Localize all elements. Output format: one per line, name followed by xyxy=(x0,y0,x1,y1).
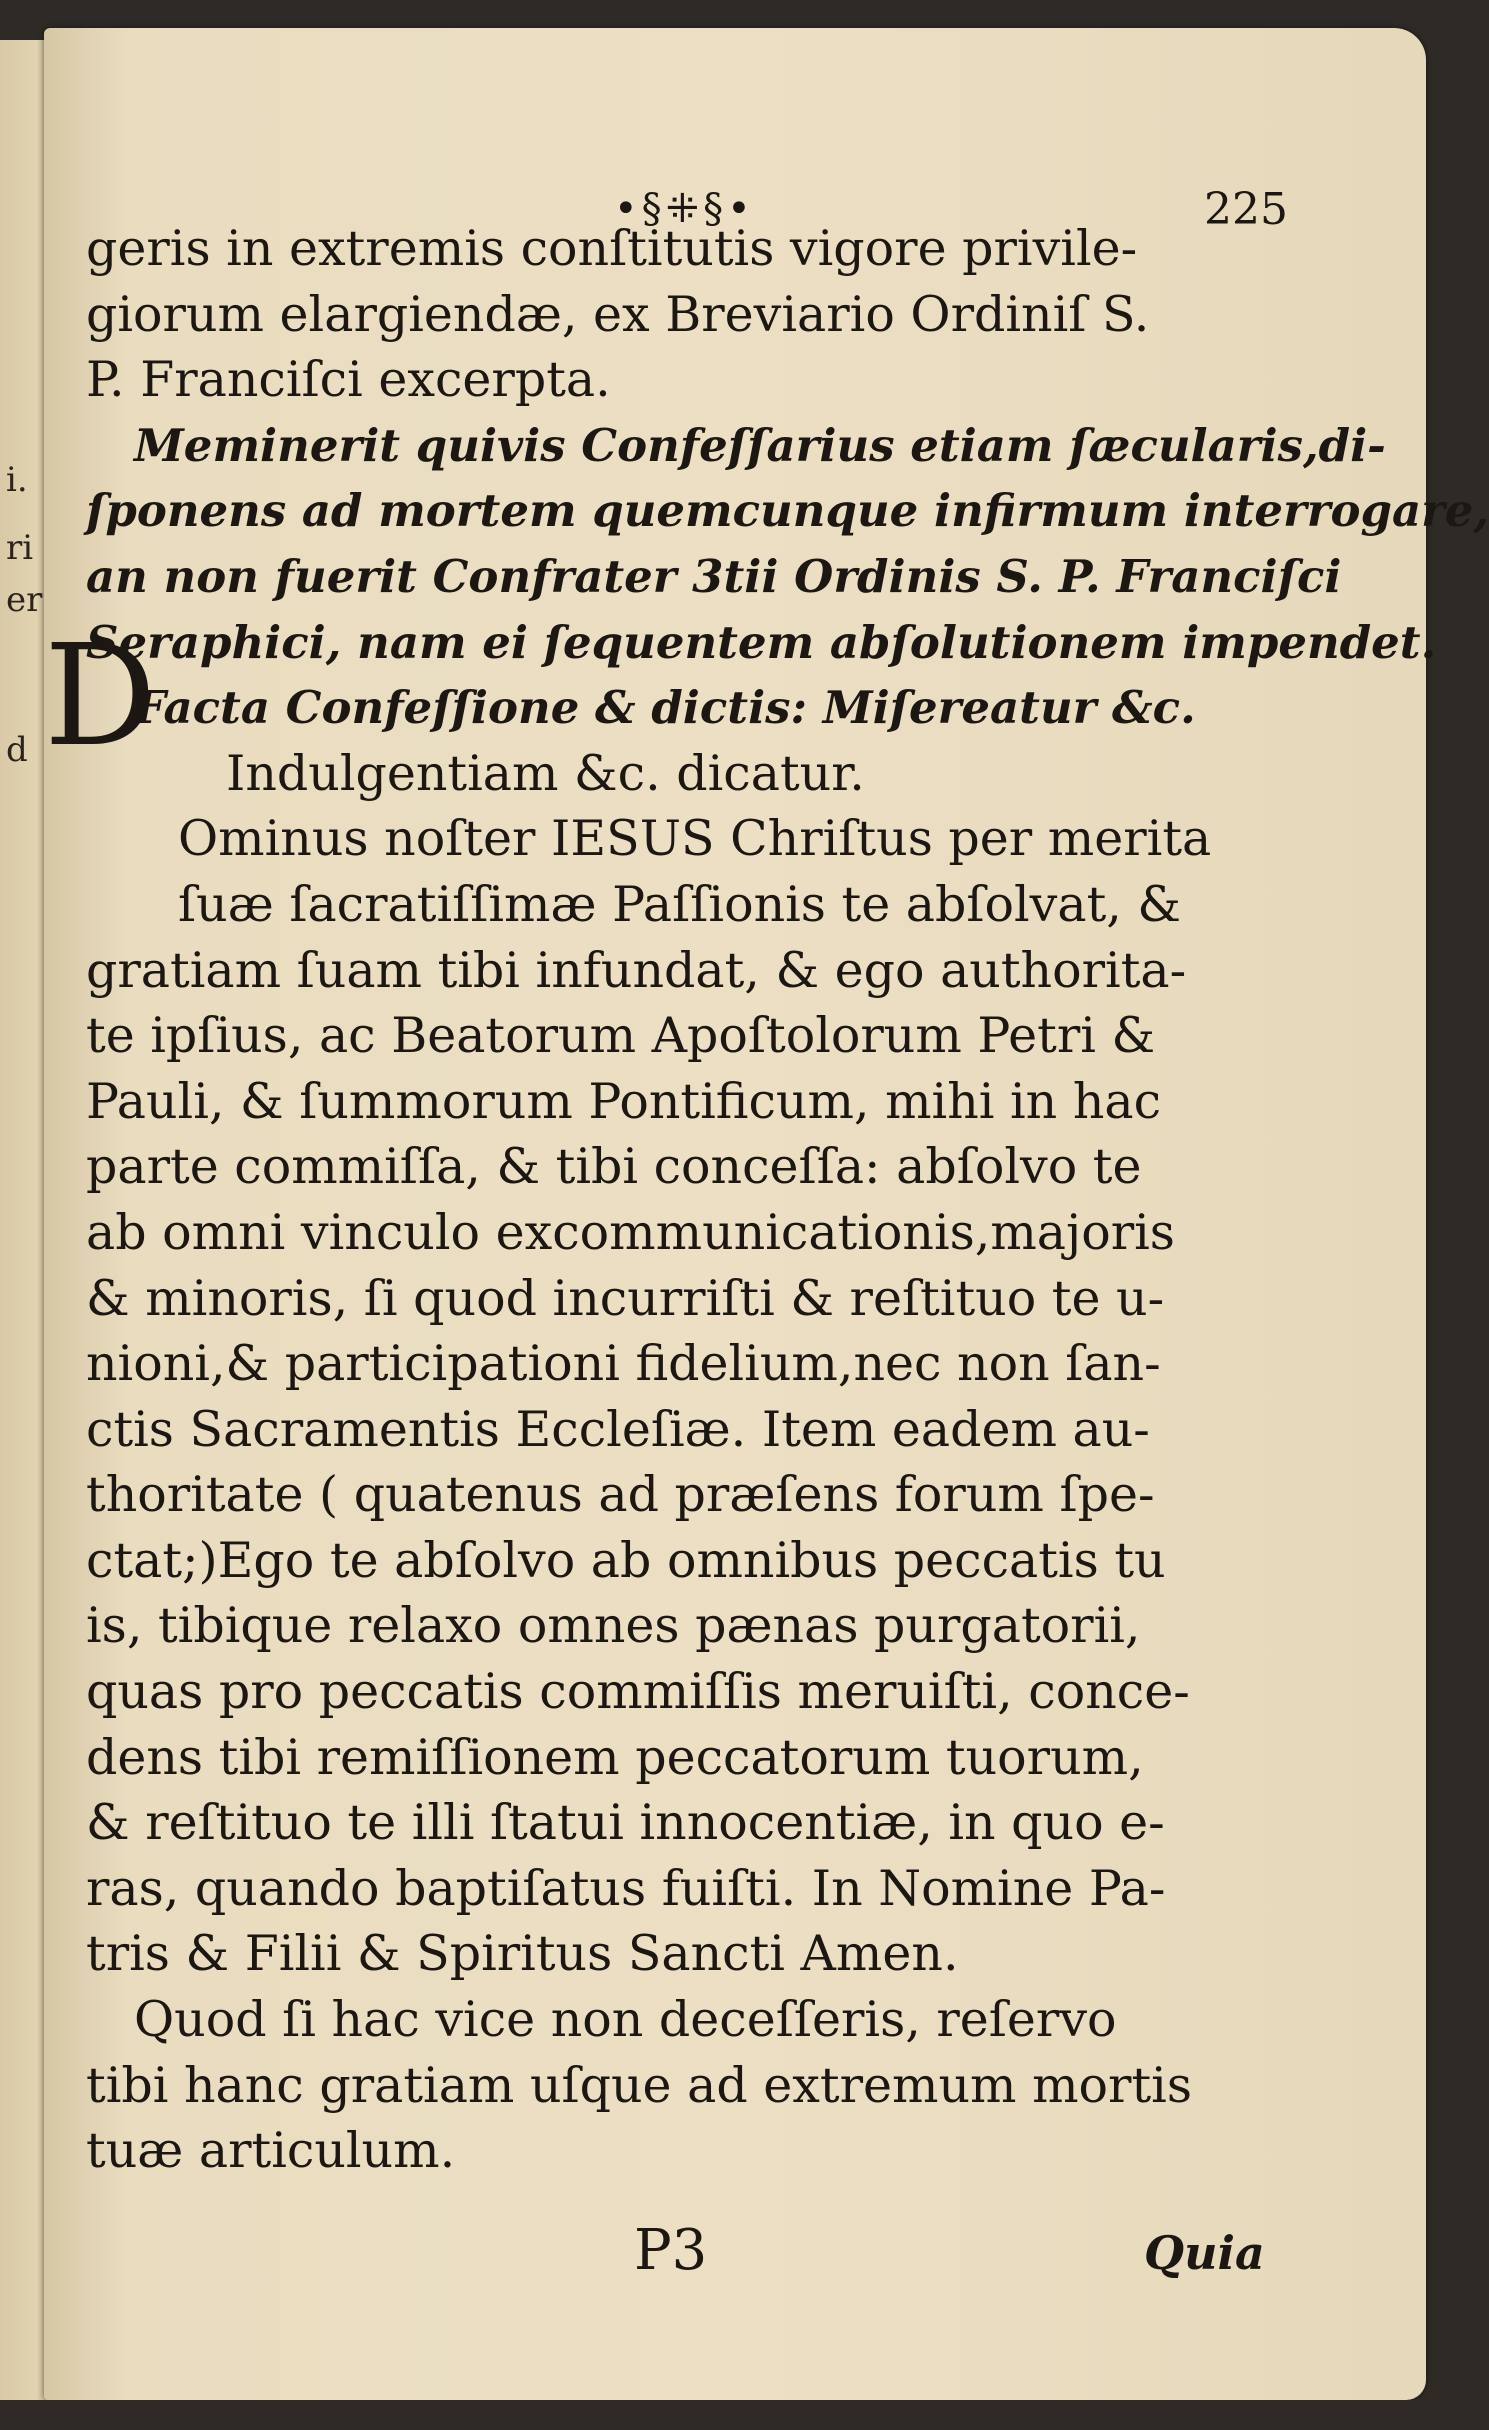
text-line: geris in extremis conſtitutis vigore privile- xyxy=(86,220,1138,277)
text-line: & reſtituo te illi ſtatui innocentiæ, in quo e- xyxy=(86,1794,1165,1852)
body-text xyxy=(86,216,1489,2184)
text-line: & minoris, ſi quod incurriſti & reſtituo te u- xyxy=(86,1269,1165,1327)
text-line: Facta Confeſſione & dictis: Miſereatur &c. xyxy=(134,681,1196,735)
catchword: Quia xyxy=(1144,2226,1265,2280)
text-line: tuæ articulum. xyxy=(86,2122,456,2180)
text-line: ras, quando baptiſatus fuiſti. In Nomine Pa- xyxy=(86,1859,1166,1917)
text-line: Meminerit quivis Confeſſarius etiam ſæcularis,di- xyxy=(134,418,1386,472)
text-line: thoritate ( quatenus ad præſens forum ſpe- xyxy=(86,1466,1155,1524)
text-line: an non fuerit Confrater 3tii Ordinis S. P. Franciſci xyxy=(86,549,1342,603)
margin-fragment: er xyxy=(6,580,43,620)
text-line: ab omni vinculo excommunicationis,majoris xyxy=(86,1203,1175,1261)
text-line: Pauli, & ſummorum Pontificum, mihi in hac xyxy=(86,1072,1162,1130)
text-line: gratiam ſuam tibi infundat, & ego authorita- xyxy=(86,941,1187,999)
text-line: dens tibi remiſſionem peccatorum tuorum, xyxy=(86,1728,1144,1786)
text-line: parte commiſſa, & tibi conceſſa: abſolvo te xyxy=(86,1138,1142,1196)
text-line: te ipſius, ac Beatorum Apoſtolorum Petri & xyxy=(86,1007,1156,1065)
text-line: P. Franciſci excerpta. xyxy=(86,351,611,409)
text-line: Seraphici, nam ei ſequentem abſolutionem impendet. xyxy=(86,615,1437,669)
text-line: tris & Filii & Spiritus Sancti Amen. xyxy=(86,1925,959,1983)
text-line: nioni,& participationi fidelium,nec non ſan- xyxy=(86,1335,1161,1393)
page-number: 225 xyxy=(1204,184,1288,235)
drop-cap-initial: D xyxy=(44,615,157,778)
header-ornament: •§⁜§• xyxy=(614,186,755,232)
text-line: Ominus noſter IESUS Chriſtus per merita xyxy=(178,810,1212,868)
text-line: is, tibique relaxo omnes pænas purgatorii, xyxy=(86,1597,1141,1655)
text-line: Quod ſi hac vice non deceſſeris, reſervo xyxy=(134,1991,1117,2049)
text-line: ctat;)Ego te abſolvo ab omnibus peccatis tu xyxy=(86,1531,1166,1589)
book-page xyxy=(44,28,1489,2400)
text-line: tibi hanc gratiam uſque ad extremum mortis xyxy=(86,2056,1192,2114)
text-line: giorum elargiendæ, ex Breviario Ordiniſ S. xyxy=(86,285,1150,343)
signature-mark: P3 xyxy=(634,2218,708,2283)
page-footer xyxy=(44,2218,1426,2298)
text-line: ſuæ ſacratiſſimæ Paſſionis te abſolvat, & xyxy=(178,875,1182,933)
background-strip xyxy=(0,2400,1460,2430)
text-line: ſponens ad mortem quemcunque infirmum interrogare, xyxy=(86,484,1489,538)
text-line: quas pro peccatis commiſſis meruiſti, conce- xyxy=(86,1663,1190,1721)
text-line: ctis Sacramentis Eccleſiæ. Item eadem au- xyxy=(86,1400,1150,1458)
margin-fragment: d xyxy=(6,730,28,770)
margin-fragment: ri xyxy=(6,528,34,568)
text-line: Indulgentiam &c. dicatur. xyxy=(226,744,865,802)
margin-fragment: i. xyxy=(6,460,28,500)
